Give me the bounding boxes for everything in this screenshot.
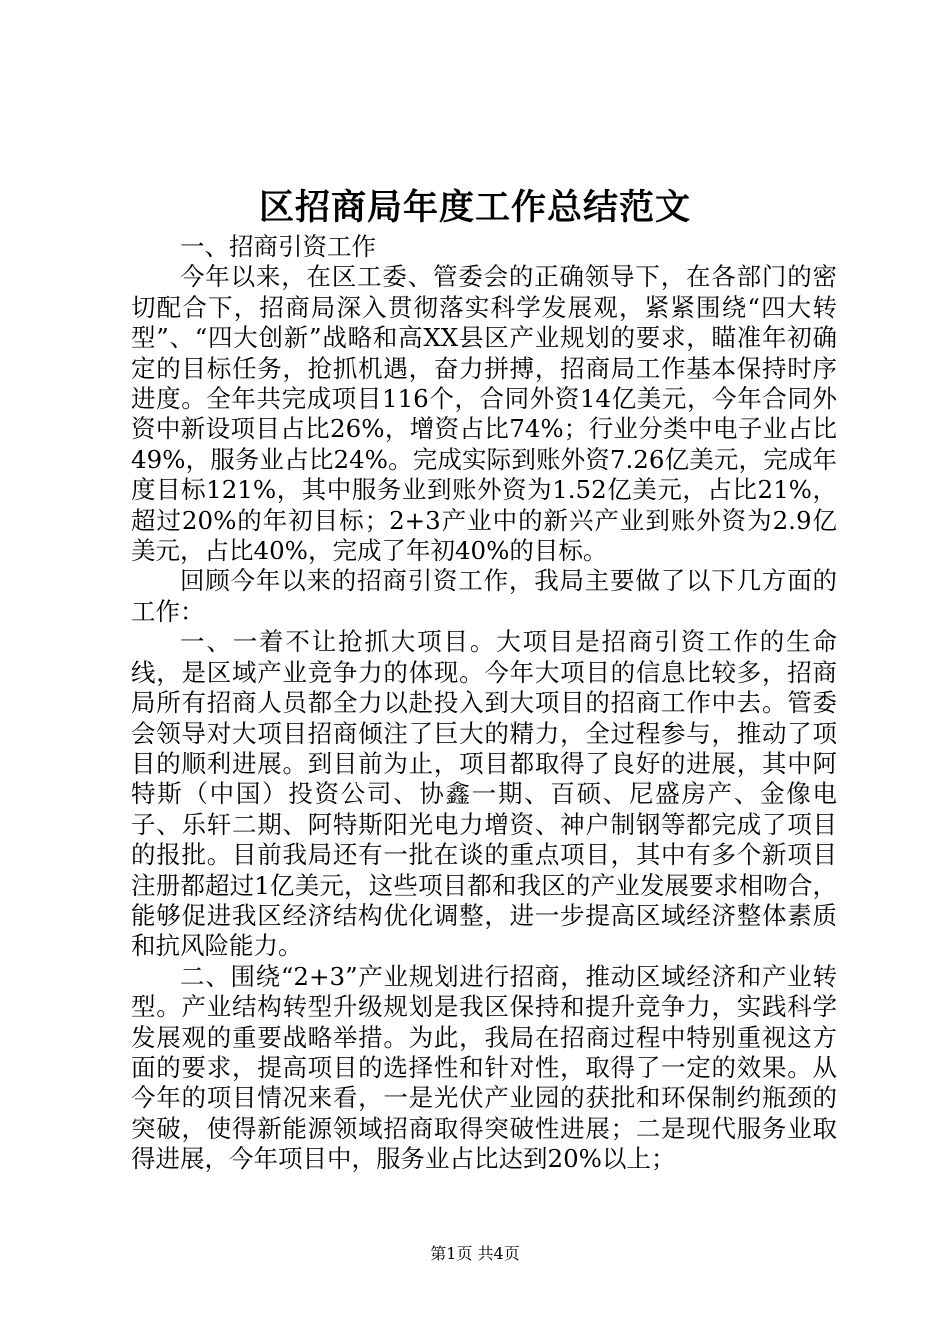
document-body — [131, 232, 837, 1175]
document-title: 区招商局年度工作总结范文 — [258, 187, 691, 228]
section-heading-investment: 一、招商引资工作 — [180, 232, 376, 261]
paragraph-major-projects: 一、一着不让抢抓大项目。大项目是招商引资工作的生命线，是区域产业竞争力的体现。今年大项目的信息比较多，招商局所有招商人员都全力以赴投入到大项目的招商工作中去。管委会领导对大项目招商倾注了巨大的精力，全过程参与，推动了项目的顺利进展。到目前为止，项目都取得了良好的进展，其中阿特斯（中国）投资公司、协鑫一期、百硕、尼盛房产、金像电子、乐轩二期、阿特斯阳光电力增资、神户制钢等都完成了项目的报批。目前我局还有一批在谈的重点项目，其中有多个新项目注册都超过1亿美元，这些项目都和我区的产业发展要求相吻合，能够促进我区经济结构优化调整，进一步提高区域经济整体素质和抗风险能力。 — [131, 627, 837, 961]
page-footer: 第1页 共4页 — [430, 1244, 520, 1263]
paragraph-industry-planning: 二、围绕“2+3”产业规划进行招商，推动区域经济和产业转型。产业结构转型升级规划是我区保持和提升竞争力，实践科学发展观的重要战略举措。为此，我局在招商过程中特别重视这方面的要求，提高项目的选择性和针对性，取得了一定的效果。从今年的项目情况来看，一是光伏产业园的获批和环保制约瓶颈的突破，使得新能源领域招商取得突破性进展；二是现代服务业取得进展，今年项目中，服务业占比达到20%以上； — [131, 961, 837, 1174]
paragraph-overview: 今年以来，在区工委、管委会的正确领导下，在各部门的密切配合下，招商局深入贯彻落实科学发展观，紧紧围绕“四大转型”、“四大创新”战略和高XX县区产业规划的要求，瞄准年初确定的目标任务，抢抓机遇，奋力拼搏，招商局工作基本保持时序进度。全年共完成项目116个，合同外资14亿美元，今年合同外资中新设项目占比26%，增资占比74%；行业分类中电子业占比49%，服务业占比24%。完成实际到账外资7.26亿美元，完成年度目标121%，其中服务业到账外资为1.52亿美元，占比21%，超过20%的年初目标；2+3产业中的新兴产业到账外资为2.9亿美元，占比40%，完成了年初40%的目标。 — [131, 262, 837, 566]
paragraph-review-intro: 回顾今年以来的招商引资工作，我局主要做了以下几方面的工作： — [131, 566, 837, 626]
